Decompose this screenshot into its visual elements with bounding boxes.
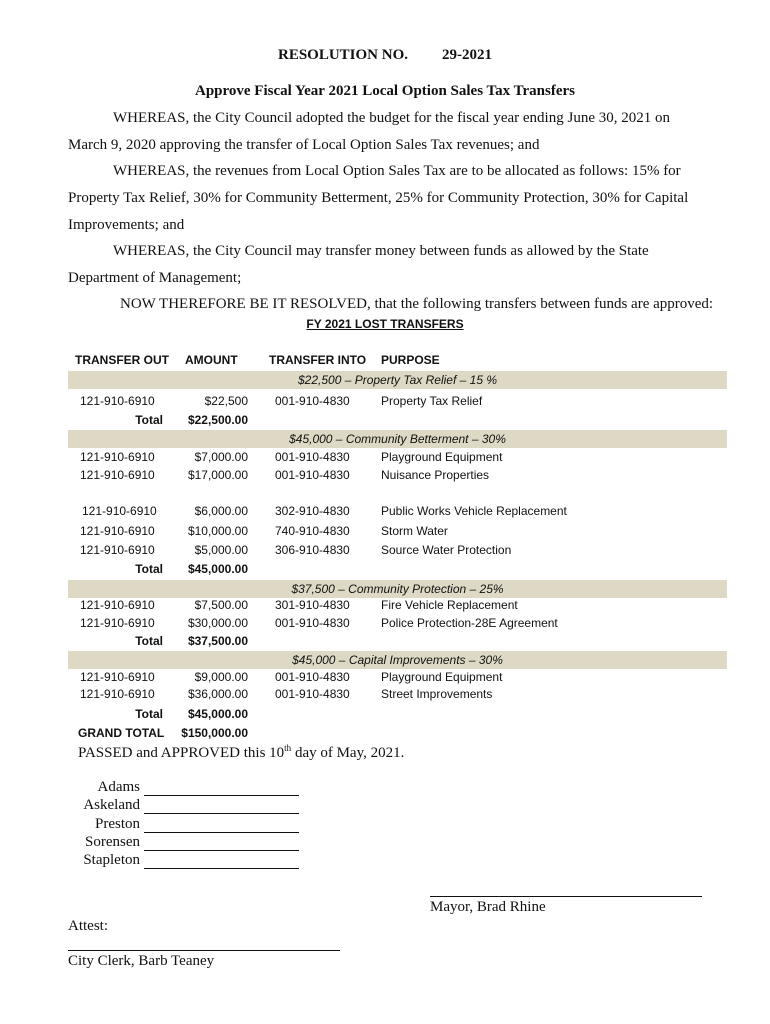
cell-transfer-out: 121-910-6910 xyxy=(80,394,155,408)
cell-amount: $7,000.00 xyxy=(194,450,248,464)
cell-purpose: Nuisance Properties xyxy=(381,468,490,482)
vote-line[interactable] xyxy=(144,818,299,833)
resolution-number: 29-2021 xyxy=(442,47,493,63)
council-member-name: Preston xyxy=(95,816,140,832)
council-member-row xyxy=(68,816,299,833)
section-label: $37,500 – Community Protection – 25% xyxy=(291,582,504,596)
vote-line[interactable] xyxy=(144,854,299,869)
cell-transfer-into: 301-910-4830 xyxy=(275,598,350,612)
whereas-1-line-2: March 9, 2020 approving the transfer of Local Option Sales Tax revenues; and xyxy=(68,137,540,153)
resolution-label: RESOLUTION NO. xyxy=(277,47,409,63)
cell-amount: $22,500 xyxy=(204,394,248,408)
section-total-amount: $37,500.00 xyxy=(187,634,248,648)
header-purpose: PURPOSE xyxy=(381,353,440,367)
cell-transfer-into: 001-910-4830 xyxy=(275,616,350,630)
cell-amount: $17,000.00 xyxy=(187,468,248,482)
clerk-label: City Clerk, Barb Teaney xyxy=(68,953,215,969)
section-label: $45,000 – Capital Improvements – 30% xyxy=(292,653,503,667)
cell-purpose: Public Works Vehicle Replacement xyxy=(381,504,567,518)
cell-purpose: Storm Water xyxy=(381,524,448,538)
vote-line[interactable] xyxy=(144,836,299,851)
cell-transfer-into: 302-910-4830 xyxy=(275,504,350,518)
section-total-amount: $22,500.00 xyxy=(187,413,248,427)
cell-transfer-out: 121-910-6910 xyxy=(80,450,155,464)
section-total-amount: $45,000.00 xyxy=(187,562,248,576)
section-total-amount: $45,000.00 xyxy=(187,707,248,721)
council-member-row xyxy=(68,797,299,814)
cell-purpose: Property Tax Relief xyxy=(381,394,483,408)
resolved-line: NOW THEREFORE BE IT RESOLVED, that the following transfers between funds are approved: xyxy=(120,296,714,312)
cell-transfer-out: 121-910-6910 xyxy=(80,687,155,701)
grand-total-amount: $150,000.00 xyxy=(181,726,248,740)
cell-amount: $5,000.00 xyxy=(194,543,248,557)
section-label: $45,000 – Community Betterment – 30% xyxy=(289,432,506,446)
section-total-label: Total xyxy=(135,707,163,721)
cell-transfer-into: 001-910-4830 xyxy=(275,670,350,684)
passed-text: PASSED and APPROVED this 10 xyxy=(78,745,285,761)
cell-transfer-out: 121-910-6910 xyxy=(80,524,155,538)
cell-amount: $36,000.00 xyxy=(187,687,248,701)
cell-transfer-out: 121-910-6910 xyxy=(80,670,155,684)
section-total-label: Total xyxy=(135,562,163,576)
whereas-1-line-1: WHEREAS, the City Council adopted the budget for the fiscal year ending June 30, 2021 on xyxy=(113,110,670,126)
section-total-label: Total xyxy=(135,413,163,427)
resolution-heading xyxy=(0,47,770,64)
header-amount: AMOUNT xyxy=(185,353,238,367)
attest-label: Attest: xyxy=(68,918,108,934)
cell-purpose: Police Protection-28E Agreement xyxy=(381,616,558,630)
grand-total-label: GRAND TOTAL xyxy=(78,726,165,740)
cell-transfer-into: 306-910-4830 xyxy=(275,543,350,557)
cell-purpose: Playground Equipment xyxy=(381,670,503,684)
cell-purpose: Street Improvements xyxy=(381,687,493,701)
council-member-row xyxy=(68,852,299,869)
cell-transfer-into: 740-910-4830 xyxy=(275,524,350,538)
section-total-label: Total xyxy=(135,634,163,648)
table-caption: FY 2021 LOST TRANSFERS xyxy=(306,317,464,331)
whereas-2-line-1: WHEREAS, the revenues from Local Option Sales Tax are to be allocated as follows: 15% for xyxy=(113,163,681,179)
vote-line[interactable] xyxy=(144,781,299,796)
mayor-label: Mayor, Brad Rhine xyxy=(430,899,546,915)
council-member-row xyxy=(68,779,299,796)
council-member-row xyxy=(68,834,299,851)
section-label: $22,500 – Property Tax Relief – 15 % xyxy=(297,373,497,387)
cell-transfer-out: 121-910-6910 xyxy=(80,468,155,482)
whereas-2-line-3: Improvements; and xyxy=(68,217,185,233)
resolution-title: Approve Fiscal Year 2021 Local Option Sales Tax Transfers xyxy=(194,83,576,99)
header-transfer-out: TRANSFER OUT xyxy=(75,353,169,367)
cell-transfer-into: 001-910-4830 xyxy=(275,450,350,464)
clerk-signature-line[interactable] xyxy=(68,950,340,951)
vote-line[interactable] xyxy=(144,799,299,814)
whereas-3-line-2: Department of Management; xyxy=(68,270,242,286)
cell-transfer-out: 121-910-6910 xyxy=(80,543,155,557)
header-transfer-into: TRANSFER INTO xyxy=(269,353,367,367)
cell-transfer-into: 001-910-4830 xyxy=(275,468,350,482)
cell-amount: $6,000.00 xyxy=(194,504,248,518)
passed-approved-line xyxy=(78,743,404,762)
cell-purpose: Playground Equipment xyxy=(381,450,503,464)
cell-purpose: Source Water Protection xyxy=(381,543,512,557)
cell-transfer-out: 121-910-6910 xyxy=(80,616,155,630)
council-member-name: Sorensen xyxy=(85,834,140,850)
council-member-name: Stapleton xyxy=(83,852,140,868)
passed-date: day of May, 2021. xyxy=(291,745,405,761)
cell-purpose: Fire Vehicle Replacement xyxy=(381,598,518,612)
cell-amount: $10,000.00 xyxy=(187,524,248,538)
council-member-name: Askeland xyxy=(83,797,140,813)
cell-amount: $9,000.00 xyxy=(194,670,248,684)
cell-transfer-out: 121-910-6910 xyxy=(82,504,157,518)
cell-amount: $30,000.00 xyxy=(187,616,248,630)
passed-ordinal: th xyxy=(284,743,292,753)
cell-transfer-into: 001-910-4830 xyxy=(275,687,350,701)
cell-transfer-out: 121-910-6910 xyxy=(80,598,155,612)
cell-amount: $7,500.00 xyxy=(194,598,248,612)
council-member-name: Adams xyxy=(97,779,140,795)
mayor-signature-line[interactable] xyxy=(430,896,702,897)
whereas-2-line-2: Property Tax Relief, 30% for Community Betterment, 25% for Community Protection, 30% for Capital xyxy=(68,190,689,206)
whereas-3-line-1: WHEREAS, the City Council may transfer money between funds as allowed by the State xyxy=(113,243,649,259)
cell-transfer-into: 001-910-4830 xyxy=(275,394,350,408)
